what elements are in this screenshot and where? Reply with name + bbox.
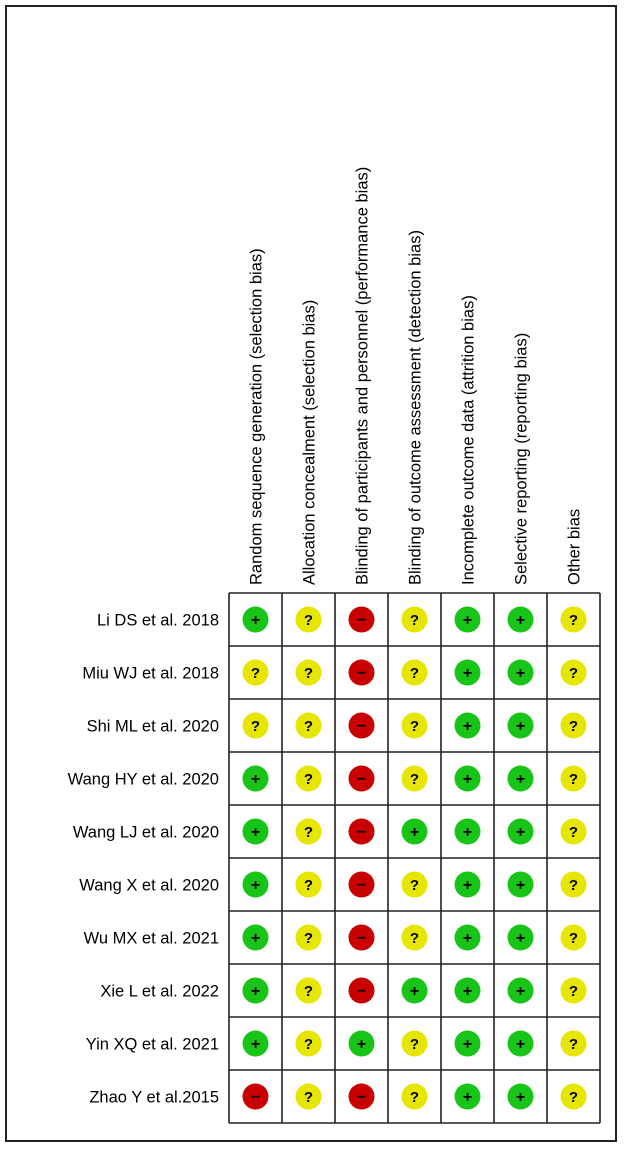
rating-symbol: +	[515, 612, 526, 629]
rating-symbol: −	[250, 1089, 261, 1106]
rating-symbol: ?	[409, 718, 420, 735]
rating-symbol: −	[356, 877, 367, 894]
rating-symbol: +	[515, 1036, 526, 1053]
rating-symbol: +	[409, 983, 420, 1000]
rating-symbol: ?	[409, 877, 420, 894]
rating-symbol: ?	[568, 930, 579, 947]
column-label: Allocation concealment (selection bias)	[300, 299, 319, 585]
rating-symbol: ?	[303, 1036, 314, 1053]
rating-symbol: +	[515, 877, 526, 894]
rating-symbol: +	[515, 718, 526, 735]
study-label: Yin XQ et al. 2021	[85, 1035, 219, 1054]
rating-symbol: +	[462, 824, 473, 841]
rating-symbol: ?	[409, 612, 420, 629]
study-label: Shi ML et al. 2020	[86, 717, 219, 736]
rating-symbol: +	[462, 718, 473, 735]
rating-symbol: +	[250, 771, 261, 788]
study-label: Wang LJ et al. 2020	[72, 823, 219, 842]
rating-symbol: +	[356, 1036, 367, 1053]
rating-symbol: −	[356, 771, 367, 788]
rating-symbol: ?	[568, 1089, 579, 1106]
rating-symbol: ?	[568, 824, 579, 841]
rating-symbol: −	[356, 930, 367, 947]
rating-symbol: +	[462, 665, 473, 682]
study-label: Wang X et al. 2020	[79, 876, 219, 895]
rating-symbol: +	[409, 824, 420, 841]
rating-symbol: ?	[409, 665, 420, 682]
column-label: Selective reporting (reporting bias)	[512, 332, 531, 585]
study-label: Li DS et al. 2018	[97, 611, 219, 630]
rating-symbol: −	[356, 983, 367, 1000]
rating-symbol: ?	[409, 1089, 420, 1106]
study-label: Wu MX et al. 2021	[83, 929, 219, 948]
rating-symbol: ?	[303, 930, 314, 947]
rating-symbol: +	[515, 1089, 526, 1106]
rating-symbol: ?	[568, 771, 579, 788]
rating-symbol: ?	[250, 718, 261, 735]
rating-symbol: ?	[568, 665, 579, 682]
rating-symbol: ?	[303, 718, 314, 735]
column-label: Random sequence generation (selection bias)	[247, 248, 266, 585]
rating-symbol: +	[515, 930, 526, 947]
rating-symbol: +	[462, 1036, 473, 1053]
rating-symbol: +	[515, 665, 526, 682]
rating-symbol: ?	[303, 983, 314, 1000]
rating-symbol: ?	[568, 983, 579, 1000]
rating-symbol: +	[515, 824, 526, 841]
rating-symbol: +	[462, 1089, 473, 1106]
rating-symbol: ?	[303, 665, 314, 682]
rating-symbol: +	[250, 612, 261, 629]
rating-symbol: ?	[568, 612, 579, 629]
rating-symbol: +	[250, 983, 261, 1000]
rating-symbol: ?	[409, 930, 420, 947]
rating-symbol: +	[462, 877, 473, 894]
rating-symbol: ?	[568, 718, 579, 735]
study-label: Miu WJ et al. 2018	[82, 664, 219, 683]
rating-symbol: −	[356, 718, 367, 735]
rating-symbol: −	[356, 612, 367, 629]
column-label: Incomplete outcome data (attrition bias)	[459, 295, 478, 585]
rating-symbol: ?	[409, 1036, 420, 1053]
rating-symbol: +	[462, 930, 473, 947]
rating-symbol: −	[356, 1089, 367, 1106]
rating-symbol: ?	[250, 665, 261, 682]
rating-symbol: −	[356, 665, 367, 682]
rating-symbol: +	[250, 877, 261, 894]
rating-symbol: −	[356, 824, 367, 841]
rating-symbol: ?	[568, 1036, 579, 1053]
rating-symbol: +	[250, 1036, 261, 1053]
study-label: Wang HY et al. 2020	[67, 770, 219, 789]
study-label: Zhao Y et al.2015	[89, 1088, 219, 1107]
rating-symbol: +	[250, 930, 261, 947]
rating-symbol: +	[462, 983, 473, 1000]
study-label: Xie L et al. 2022	[100, 982, 219, 1001]
column-label: Blinding of participants and personnel (performance bias)	[353, 166, 372, 585]
rating-symbol: ?	[303, 612, 314, 629]
rating-symbol: ?	[568, 877, 579, 894]
column-label: Blinding of outcome assessment (detection bias)	[406, 230, 425, 585]
column-label: Other bias	[565, 508, 584, 585]
rating-symbol: +	[462, 771, 473, 788]
rating-symbol: ?	[409, 771, 420, 788]
rating-symbol: ?	[303, 1089, 314, 1106]
rating-symbol: +	[250, 824, 261, 841]
rating-symbol: ?	[303, 824, 314, 841]
rating-symbol: +	[515, 771, 526, 788]
rating-symbol: ?	[303, 771, 314, 788]
rating-symbol: +	[462, 612, 473, 629]
rating-symbol: ?	[303, 877, 314, 894]
rating-symbol: +	[515, 983, 526, 1000]
